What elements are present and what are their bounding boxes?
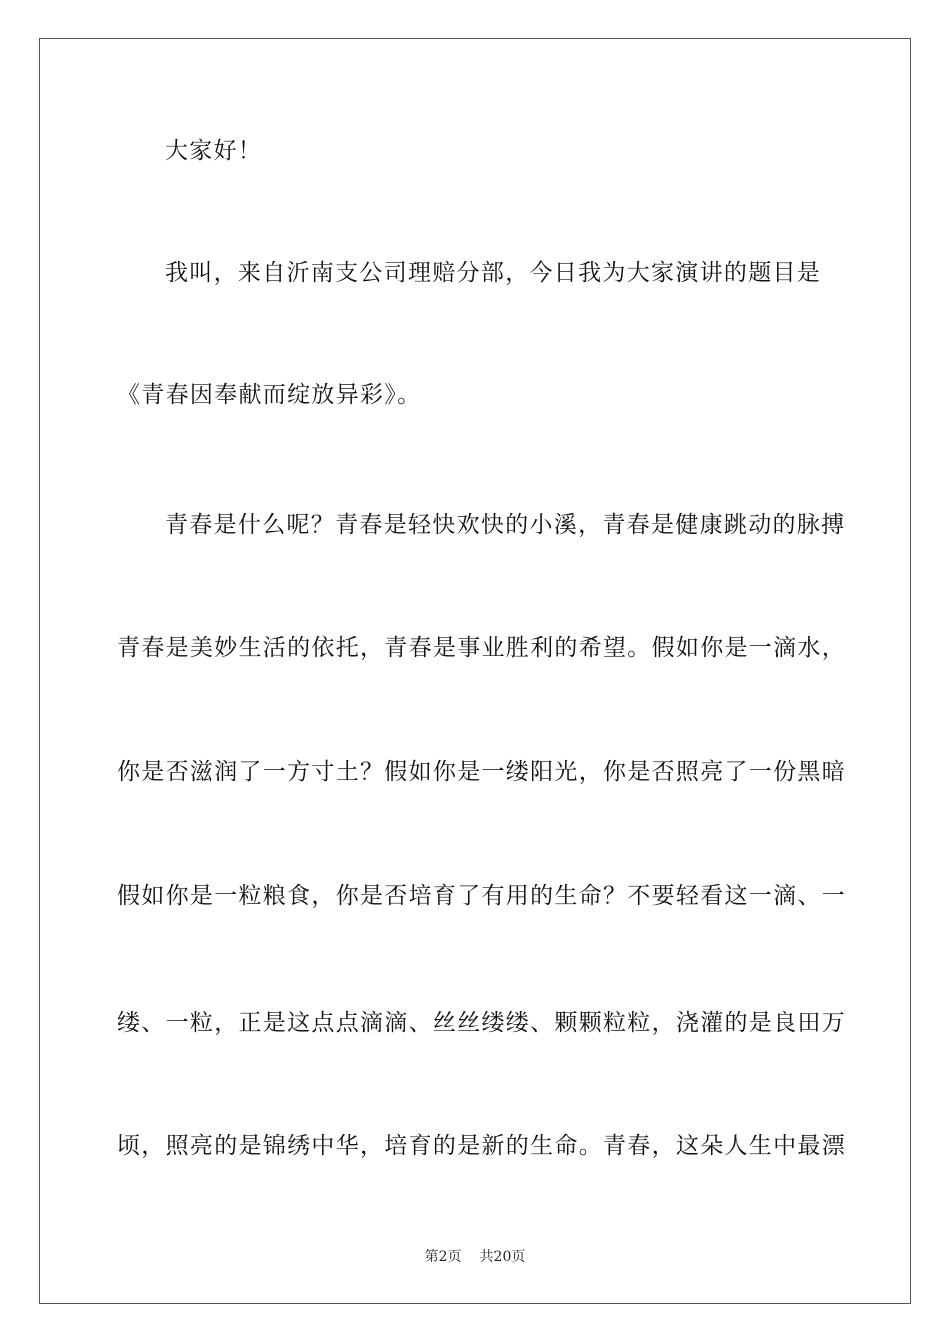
text-line-paragraph: 青春是美妙生活的依托，青春是事业胜利的希望。假如你是一滴水， (117, 635, 846, 661)
text-line-paragraph: 青春是什么呢？青春是轻快欢快的小溪，青春是健康跳动的脉搏 (165, 512, 846, 538)
text-line-paragraph: 你是否滋润了一方寸土？假如你是一缕阳光，你是否照亮了一份黑暗 (117, 759, 846, 785)
text-line-paragraph: 假如你是一粒粮食，你是否培育了有用的生命？不要轻看这一滴、一 (117, 883, 846, 909)
text-line-paragraph: 顷，照亮的是锦绣中华，培育的是新的生命。青春，这朵人生中最漂 (117, 1133, 846, 1159)
total-pages: 共20页 (479, 1249, 526, 1265)
page-number: 第2页 (424, 1249, 462, 1265)
text-line-greeting: 大家好！ (165, 138, 263, 164)
text-line-paragraph: 缕、一粒，正是这点点滴滴、丝丝缕缕、颗颗粒粒，浇灌的是良田万 (117, 1010, 846, 1036)
text-line-title: 《青春因奉献而绽放异彩》。 (117, 382, 422, 408)
page-frame (39, 38, 911, 1304)
page-footer (0, 1248, 950, 1266)
text-line-intro: 我叫，来自沂南支公司理赔分部，今日我为大家演讲的题目是 (165, 260, 822, 286)
